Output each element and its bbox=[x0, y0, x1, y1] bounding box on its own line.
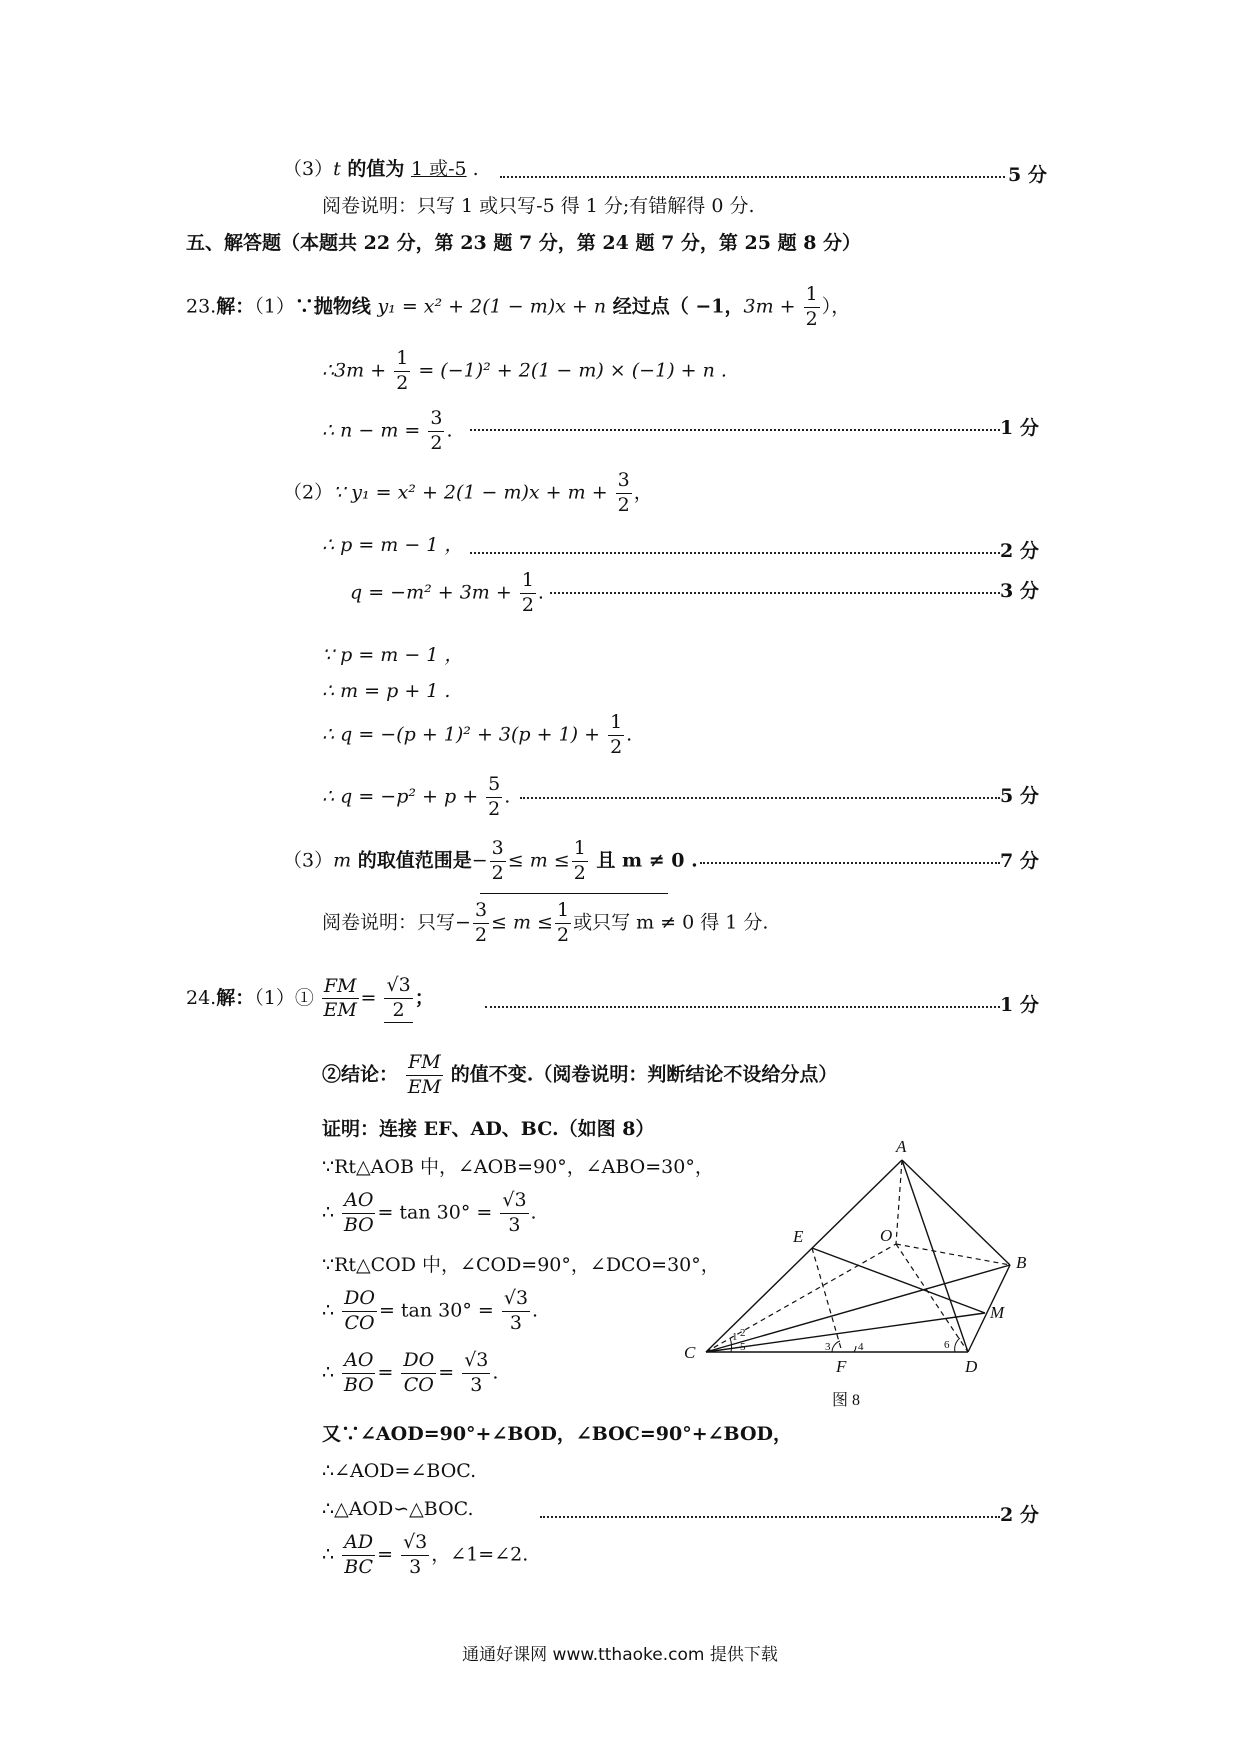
leader-dots bbox=[540, 1516, 1000, 1518]
angle-3-label: 3 bbox=[825, 1341, 831, 1353]
q23-p2-line-4: ∵ p = m − 1 ， bbox=[322, 644, 464, 666]
line-od bbox=[896, 1244, 968, 1352]
p22-3-line: （3）t 的值为 1 或-5 . bbox=[283, 158, 479, 180]
figure-caption: 图 8 bbox=[832, 1392, 861, 1409]
q23-p2-line-1: （2）∵ y₁ = x² + 2(1 − m)x + m + $\frac{3}{2}$ ， bbox=[283, 469, 653, 516]
q23-p3-line: （3）m 的取值范围是− $\frac{3}{2}$ ≤ m ≤ $\frac{1}{2}$ 且 m ≠ 0 . bbox=[283, 837, 698, 884]
score: 1 分 bbox=[1000, 994, 1039, 1016]
label-e: E bbox=[793, 1227, 804, 1246]
q24-proof-line-2: ∴ $\frac{AO}{BO}$ = tan 30° = $\frac{√3}{3}$ . bbox=[322, 1189, 537, 1236]
q24-proof-line-6: 又∵∠AOD=90°+∠BOD，∠BOC=90°+∠BOD， bbox=[322, 1423, 792, 1445]
section-heading: 五、解答题（本题共 22 分，第 23 题 7 分，第 24 题 7 分，第 25 题 8 分） bbox=[186, 232, 862, 254]
q23-line-1: 23.解：（1）∵抛物线 y₁ = x² + 2(1 − m)x + n 经过点（ −1，3m + $\frac{1}{2}$ ）， bbox=[186, 283, 851, 330]
label-o: O bbox=[880, 1226, 893, 1245]
score: 5 分 bbox=[1000, 785, 1039, 807]
angle-5-label: 5 bbox=[740, 1341, 746, 1353]
leader-dots bbox=[700, 862, 1000, 864]
answer-underline bbox=[480, 893, 668, 894]
leader-dots bbox=[470, 429, 1000, 431]
q24-proof-line-7: ∴∠AOD=∠BOC. bbox=[322, 1460, 477, 1482]
leader-dots bbox=[550, 592, 1000, 594]
q24-proof-line-3: ∵Rt△COD 中，∠COD=90°，∠DCO=30°， bbox=[322, 1254, 720, 1276]
leader-dots bbox=[485, 1006, 1000, 1008]
q24-conclusion: ②结论： $\frac{FM}{EM}$ 的值不变.（阅卷说明：判断结论不设给分点） bbox=[322, 1051, 838, 1098]
line-ao bbox=[896, 1160, 902, 1244]
score: 2 分 bbox=[1000, 540, 1039, 562]
angle-arc bbox=[955, 1338, 960, 1352]
line-cb bbox=[706, 1265, 1010, 1352]
label-d: D bbox=[965, 1357, 978, 1376]
score: 7 分 bbox=[1000, 850, 1039, 872]
label-f: F bbox=[836, 1357, 847, 1376]
label-m: M bbox=[990, 1303, 1005, 1322]
q23-p2-line-6: ∴ q = −(p + 1)² + 3(p + 1) + $\frac{1}{2}$ . bbox=[322, 711, 633, 758]
angle-1-label: 1 bbox=[732, 1331, 738, 1343]
page-footer: 通通好课网 www.tthaoke.com 提供下载 bbox=[462, 1645, 778, 1665]
label-b: B bbox=[1016, 1253, 1027, 1272]
angle-2-label: 2 bbox=[740, 1327, 746, 1339]
score: 2 分 bbox=[1000, 1504, 1039, 1526]
q24-line-1: 24.解：（1）① $\frac{FM}{EM}$ = $\frac{√3}{2}$ ； bbox=[186, 974, 434, 1022]
q23-line-2: ∴3m + $\frac{1}{2}$ = (−1)² + 2(1 − m) × (−1) + n . bbox=[322, 347, 727, 394]
line-ob bbox=[896, 1244, 1010, 1265]
score: 5 分 bbox=[1008, 164, 1047, 186]
leader-dots bbox=[500, 176, 1005, 178]
leader-dots bbox=[470, 552, 1000, 554]
score: 3 分 bbox=[1000, 580, 1039, 602]
q23-p2-line-5: ∴ m = p + 1 . bbox=[322, 680, 451, 702]
line-ca bbox=[706, 1160, 902, 1352]
line-ab bbox=[902, 1160, 1010, 1265]
q23-p2-line-7: ∴ q = −p² + p + $\frac{5}{2}$ . bbox=[322, 773, 511, 820]
label-c: C bbox=[684, 1343, 696, 1362]
q24-proof-line-9: ∴ $\frac{AD}{BC}$ = $\frac{√3}{3}$ ，∠1=∠2. bbox=[322, 1531, 529, 1578]
score: 1 分 bbox=[1000, 417, 1039, 439]
leader-dots bbox=[520, 797, 1000, 799]
angle-4-label: 4 bbox=[858, 1341, 864, 1353]
q24-proof-line-4: ∴ $\frac{DO}{CO}$ = tan 30° = $\frac{√3}{3}$ . bbox=[322, 1287, 539, 1334]
q23-line-3: ∴ n − m = $\frac{3}{2}$ . bbox=[322, 407, 453, 454]
geometry-figure bbox=[660, 1140, 1060, 1420]
line-em bbox=[812, 1248, 985, 1313]
q24-proof-line-8: ∴△AOD∽△BOC. bbox=[322, 1498, 474, 1520]
angle-arc bbox=[854, 1346, 856, 1352]
angle-arc bbox=[832, 1341, 840, 1352]
q23-p2-line-2: ∴ p = m − 1 ， bbox=[322, 534, 464, 556]
q24-proof-intro: 证明：连接 EF、AD、BC.（如图 8） bbox=[322, 1118, 655, 1140]
q24-proof-line-1: ∵Rt△AOB 中，∠AOB=90°，∠ABO=30°， bbox=[322, 1156, 714, 1178]
marking-note: 阅卷说明：只写 1 或只写-5 得 1 分;有错解得 0 分. bbox=[322, 195, 755, 217]
angle-6-label: 6 bbox=[944, 1339, 950, 1351]
q24-proof-line-5: ∴ $\frac{AO}{BO}$ = $\frac{DO}{CO}$ = $\frac{√3}{3}$ . bbox=[322, 1349, 499, 1396]
label-a: A bbox=[896, 1140, 907, 1156]
q23-p2-line-3: q = −m² + 3m + $\frac{1}{2}$ . bbox=[350, 569, 544, 616]
q23-marking-note: 阅卷说明：只写− $\frac{3}{2}$ ≤ m ≤ $\frac{1}{2}$ 或只写 m ≠ 0 得 1 分. bbox=[322, 899, 769, 946]
